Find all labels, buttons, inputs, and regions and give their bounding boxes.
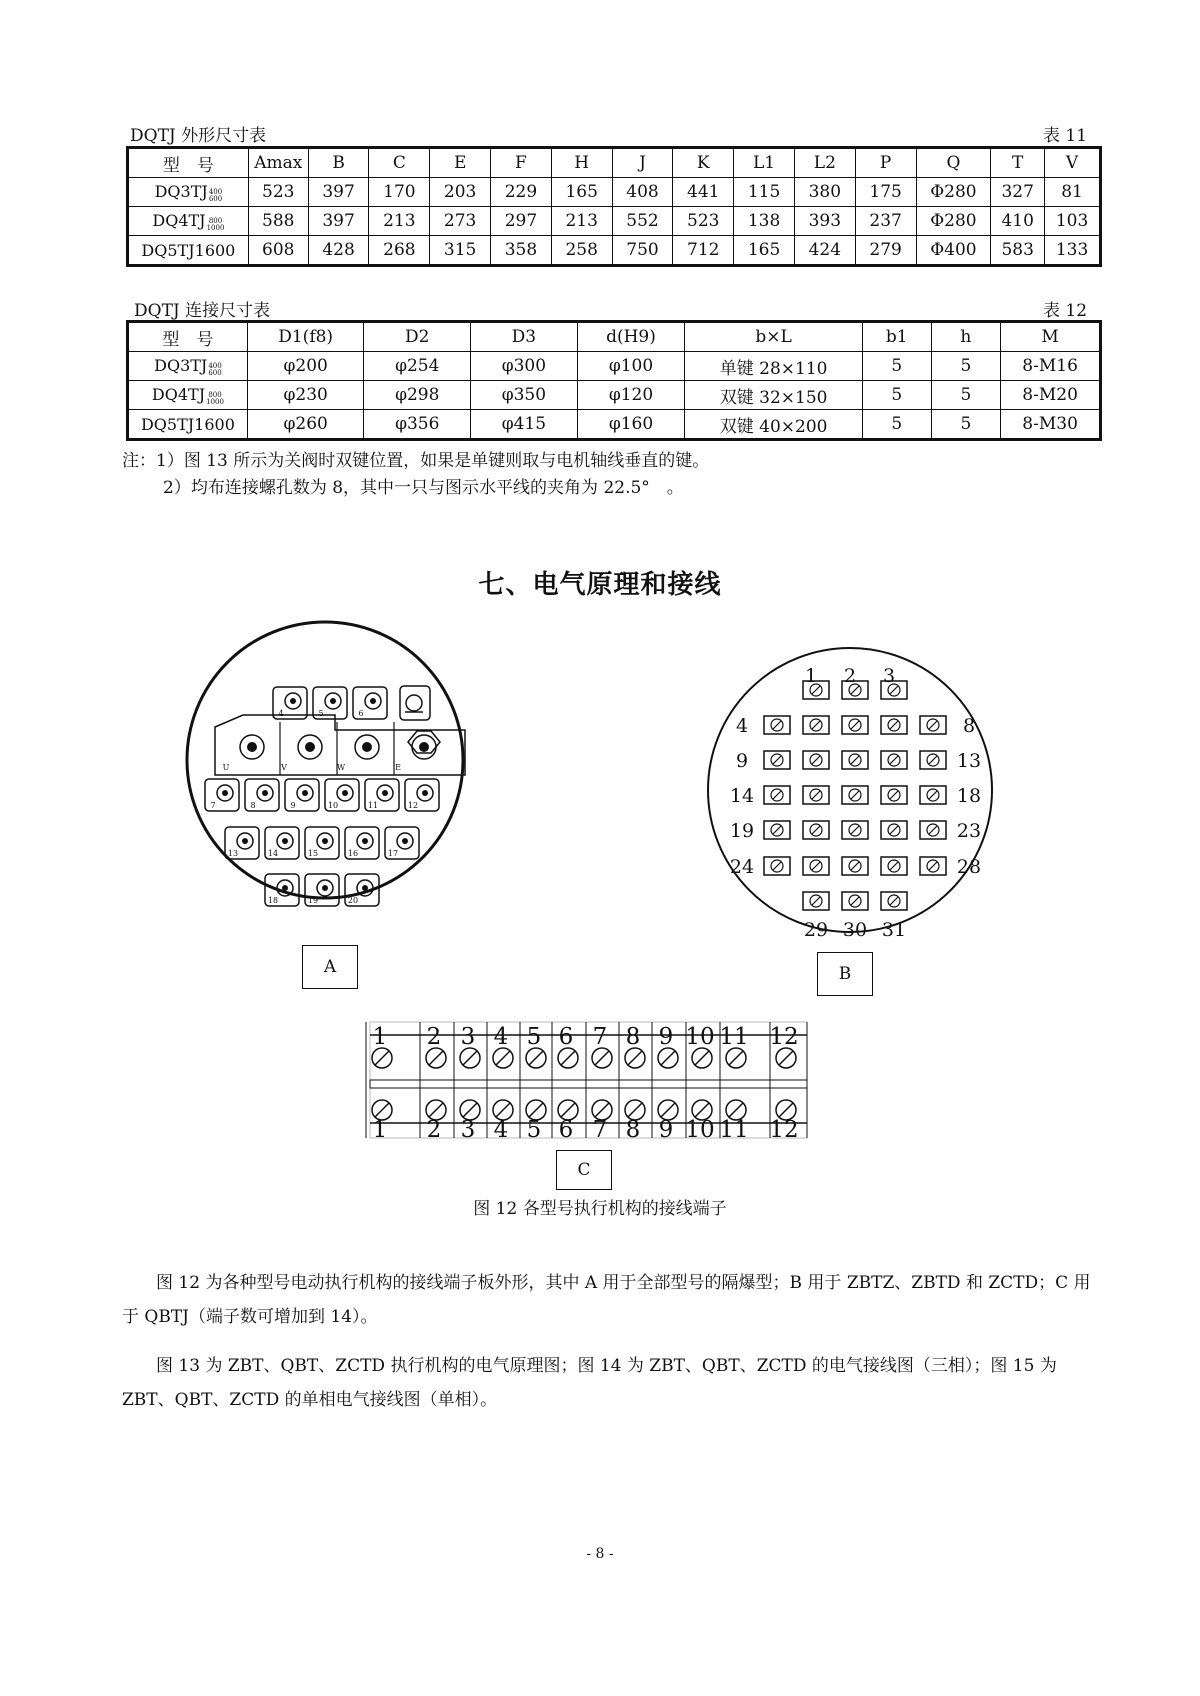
column-header: E [430,148,491,178]
table-cell: 115 [734,178,795,207]
table-cell: φ200 [247,352,364,381]
board-c-label-top: 11 [719,1024,749,1050]
board-c-label-top: 12 [769,1024,799,1050]
power-terminal-center [305,742,315,752]
board-c-screw-bottom-slot [496,1103,510,1117]
table-cell: 170 [369,178,430,207]
board-b-label-left: 24 [729,856,755,878]
table-cell: 5 [862,381,931,410]
board-a-terminal-center [422,790,428,796]
table-cell: 5 [862,352,931,381]
board-b-terminal-slot [890,826,898,834]
table-cell: 393 [794,207,855,236]
board-a-terminal-center [362,838,368,844]
column-header: J [612,148,673,178]
table-cell: φ356 [364,410,471,440]
board-a-terminal-label: 13 [227,849,239,858]
board-c-label-top: 4 [493,1024,509,1050]
model-range-bottom: 1000 [206,397,224,406]
section-heading: 七、电气原理和接线 [478,570,722,600]
board-c-screw-top-slot [429,1051,443,1065]
model-range-top: 800 [208,216,223,225]
board-c-label-top: 10 [685,1024,715,1050]
table-cell: 213 [369,207,430,236]
table-cell: 103 [1045,207,1101,236]
table-cell: 双键 40×200 [685,410,863,440]
board-b-label-bottom: 30 [842,919,868,941]
power-terminal-label: W [336,763,346,772]
board-a-terminal-center [322,885,328,891]
board-b-label-top: 1 [804,665,818,687]
board-a-terminal-label: 19 [307,896,319,905]
board-c-screw-top-slot [595,1051,609,1065]
board-c-label-top: 7 [592,1024,608,1050]
table-cell: φ350 [471,381,578,410]
board-a-terminal-label: 14 [267,849,279,858]
board-c-label-bottom: 4 [493,1117,509,1143]
column-header: T [991,148,1045,178]
board-c-label-top: 5 [526,1024,542,1050]
model-name: DQ4TJ [151,384,206,404]
board-b-terminal-slot [929,721,937,729]
table-cell: 133 [1045,236,1101,266]
board-a-terminal-center [342,790,348,796]
board-a-terminal-center [282,885,288,891]
column-header: D3 [471,322,578,352]
note-1: 注：1）图 13 所示为关阀时双键位置，如果是单键则取与电机轴线垂直的键。 [122,451,710,471]
table-cell: φ260 [247,410,364,440]
table-cell: 297 [491,207,552,236]
power-terminal-center [419,742,429,752]
table-cell: 5 [931,352,1001,381]
column-header: C [369,148,430,178]
board-c-label-top: 8 [625,1024,641,1050]
table-cell: 81 [1045,178,1101,207]
board-b-terminal-slot [773,862,781,870]
board-b-terminal-slot [851,756,859,764]
table-cell: 397 [308,178,369,207]
table-cell: φ100 [577,352,685,381]
board-b-terminal-slot [929,826,937,834]
table-cell: 138 [734,207,795,236]
table12-number: 表 12 [1043,301,1088,321]
board-c-label-bottom: 7 [592,1117,608,1143]
board-a-terminal-label: 7 [210,801,216,810]
table-cell: 5 [931,410,1001,440]
board-c-screw-bottom-slot [375,1103,389,1117]
table-cell: 213 [551,207,612,236]
board-b-label-bottom: 31 [881,919,907,941]
column-header: b×L [685,322,863,352]
board-b-terminal-slot [812,721,820,729]
board-c-screw-top-slot [496,1051,510,1065]
board-c-label-top: 3 [460,1024,476,1050]
board-a-terminal-center [290,698,296,704]
board-c-label-bottom: 12 [769,1117,799,1143]
page-number: - 8 - [586,1546,614,1562]
table-cell: 165 [551,178,612,207]
board-c-label-bottom: 1 [372,1117,388,1143]
board-a-terminal-label: 18 [267,896,279,905]
table-cell: 5 [862,410,931,440]
table-cell: 588 [248,207,308,236]
board-b-label-right: 28 [956,856,982,878]
board-b-terminal-slot [812,686,820,694]
table-cell: Φ280 [916,207,991,236]
board-a-terminal-label: 5 [318,709,324,718]
board-b-label-left: 14 [729,785,755,807]
power-terminal-center [362,742,372,752]
paragraph-2: 图 13 为 ZBT、QBT、ZCTD 执行机构的电气原理图；图 14 为 ZBT、QBT、ZCTD 的电气接线图（三相）；图 15 为 ZBT、QBT、ZCTD 的单相电气接线图（单相）。 [122,1356,1057,1410]
note-2: 2）均布连接螺孔数为 8，其中一只与图示水平线的夹角为 22.5° 。 [163,478,684,498]
board-c-screw-bottom-slot [779,1103,793,1117]
table-cell: φ298 [364,381,471,410]
table-cell: 8-M20 [1001,381,1101,410]
board-a-terminal-label: 20 [347,896,359,905]
board-b-terminal-slot [929,862,937,870]
board-a-terminal-center [222,790,228,796]
board-b-terminal-slot [890,686,898,694]
board-b-terminal-slot [812,897,820,905]
board-b-terminal-slot [929,756,937,764]
board-a-terminal-label: 17 [387,849,399,858]
table-cell: 双键 32×150 [685,381,863,410]
column-header: F [491,148,552,178]
table-cell: 441 [673,178,734,207]
table-cell: 608 [248,236,308,266]
board-c-screw-bottom-slot [429,1103,443,1117]
board-b-label-right: 13 [956,750,982,772]
column-header: 型 号 [128,322,248,352]
table-cell: 5 [931,381,1001,410]
column-header: K [673,148,734,178]
board-a-terminal-center [370,698,376,704]
table-cell: φ415 [471,410,578,440]
board-a-terminal-label: 10 [327,801,339,810]
table-cell: 8-M30 [1001,410,1101,440]
board-c-screw-top-slot [375,1051,389,1065]
board-c-label-bottom: 3 [460,1117,476,1143]
model-name: DQ5TJ1600 [141,240,236,260]
board-a-terminal-center [302,790,308,796]
board-b-terminal-slot [890,756,898,764]
board-c-screw-bottom-slot [661,1103,675,1117]
board-b-terminal-slot [890,791,898,799]
table-cell: 552 [612,207,673,236]
board-c-label-top: 1 [372,1024,388,1050]
column-header: 型 号 [128,148,249,178]
column-header: b1 [862,322,931,352]
table-cell: 380 [794,178,855,207]
table-cell: φ230 [247,381,364,410]
board-a-terminal-center [330,698,336,704]
board-b-label-left: 19 [729,820,755,842]
model-range-top: 400 [208,187,223,196]
table-cell: φ254 [364,352,471,381]
table-cell: 229 [491,178,552,207]
board-c-screw-bottom-slot [695,1103,709,1117]
table-cell: 428 [308,236,369,266]
label-a: A [302,945,358,989]
board-b-terminal-slot [851,897,859,905]
board-c-screw-bottom-slot [529,1103,543,1117]
power-terminal-center [247,742,257,752]
board-b-terminal-slot [890,862,898,870]
board-c-label-top: 2 [426,1024,442,1050]
column-header: Q [916,148,991,178]
table-cell: 327 [991,178,1045,207]
board-c-screw-bottom-slot [463,1103,477,1117]
table-cell: Φ280 [916,178,991,207]
column-header: P [855,148,916,178]
board-c-label-bottom: 11 [719,1117,749,1143]
table-cell: 424 [794,236,855,266]
board-c-label-bottom: 2 [426,1117,442,1143]
column-header: d(H9) [577,322,685,352]
model-name: DQ5TJ1600 [140,414,235,434]
figure-caption: 图 12 各型号执行机构的接线端子 [473,1199,727,1219]
earth-box [400,686,430,720]
board-c-label-bottom: 10 [685,1117,715,1143]
table-cell: 单键 28×110 [685,352,863,381]
board-b-terminal-slot [851,686,859,694]
board-a-terminal-label: 8 [250,801,256,810]
board-b-terminal-slot [812,862,820,870]
board-b-terminal-slot [773,826,781,834]
board-c-label-bottom: 9 [658,1117,674,1143]
column-header: h [931,322,1001,352]
paragraph-1: 图 12 为各种型号电动执行机构的接线端子板外形，其中 A 用于全部型号的隔爆型；B 用于 ZBTZ、ZBTD 和 ZCTD；C 用于 QBTJ（端子数可增加到 14）。 [122,1273,1091,1327]
board-a-terminal-center [262,790,268,796]
table-cell: 358 [491,236,552,266]
board-c-screw-top-slot [561,1051,575,1065]
table-cell: 175 [855,178,916,207]
board-b-terminal-slot [929,791,937,799]
board-b-terminal-slot [851,791,859,799]
board-a-terminal-label: 12 [407,801,419,810]
board-a-terminal-label: 4 [278,709,284,718]
model-name: DQ4TJ [152,210,206,230]
board-a-terminal-label: 16 [347,849,359,858]
column-header: L2 [794,148,855,178]
board-a-terminal-label: 9 [290,801,296,810]
board-a-terminal-center [282,838,288,844]
earth-icon [406,695,422,711]
table11-number: 表 11 [1043,126,1088,146]
board-b-label-right: 18 [956,785,982,807]
board-b-label-right: 8 [962,715,976,737]
column-header: L1 [734,148,795,178]
table-cell: 583 [991,236,1045,266]
board-b-label-bottom: 29 [803,919,829,941]
board-c-label-bottom: 8 [625,1117,641,1143]
board-c-screw-top-slot [729,1051,743,1065]
board-a-terminal-label: 11 [367,801,379,810]
power-terminal-label: U [222,763,230,772]
board-b-terminal-slot [851,721,859,729]
column-header: V [1045,148,1101,178]
board-c-screw-bottom-slot [628,1103,642,1117]
table-cell: Φ400 [916,236,991,266]
column-header: M [1001,322,1101,352]
board-b-terminal-slot [812,791,820,799]
column-header: Amax [248,148,308,178]
table-cell: 273 [430,207,491,236]
board-c-screw-top-slot [529,1051,543,1065]
column-header: H [551,148,612,178]
model-range-top: 400 [208,361,222,370]
table-cell: 237 [855,207,916,236]
table12-title: DQTJ 连接尺寸表 [134,301,271,321]
table-cell: 750 [612,236,673,266]
table-cell: φ300 [471,352,578,381]
board-c-screw-bottom-slot [595,1103,609,1117]
board-a-terminal-center [322,838,328,844]
table-cell: 397 [308,207,369,236]
table-cell: 268 [369,236,430,266]
model-range-bottom: 1000 [206,223,225,232]
column-header: D1(f8) [247,322,364,352]
model-range-top: 800 [208,390,222,399]
table11-title: DQTJ 外形尺寸表 [130,126,267,146]
board-b-terminal-slot [812,826,820,834]
table-cell: 523 [248,178,308,207]
table-cell: 203 [430,178,491,207]
board-c-label-top: 9 [658,1024,674,1050]
model-range-bottom: 600 [208,368,222,377]
model-name: DQ3TJ [154,181,208,201]
board-a-terminal-center [382,790,388,796]
label-b: B [817,952,873,996]
model-name: DQ3TJ [154,355,208,375]
column-header: B [308,148,369,178]
board-b-label-top: 3 [882,665,896,687]
table-cell: 408 [612,178,673,207]
column-header: D2 [364,322,471,352]
table-cell: φ120 [577,381,685,410]
board-c-screw-top-slot [463,1051,477,1065]
table-cell: 258 [551,236,612,266]
table-cell: 712 [673,236,734,266]
board-c-screw-top-slot [695,1051,709,1065]
board-b-label-top: 2 [843,665,857,687]
board-c-rail [370,1080,807,1088]
table-cell: 8-M16 [1001,352,1101,381]
board-b-label-left: 4 [735,715,749,737]
label-c: C [556,1150,612,1190]
board-c-screw-bottom-slot [729,1103,743,1117]
board-b-label-right: 23 [956,820,982,842]
board-a-terminal-center [402,838,408,844]
board-b-terminal-slot [812,756,820,764]
board-b-terminal-slot [773,721,781,729]
board-a-terminal-center [362,885,368,891]
table-cell: φ160 [577,410,685,440]
table-cell: 523 [673,207,734,236]
table-cell: 165 [734,236,795,266]
table-cell: 279 [855,236,916,266]
board-b-terminal-slot [890,897,898,905]
power-terminal-label: V [281,763,287,772]
board-c-label-bottom: 5 [526,1117,542,1143]
board-c-label-top: 6 [558,1024,574,1050]
board-a-terminal-center [242,838,248,844]
board-b-label-left: 9 [735,750,749,772]
board-a-terminal-label: 15 [307,849,319,858]
board-c-screw-bottom-slot [561,1103,575,1117]
power-terminal-label: E [395,763,401,772]
board-b-terminal-slot [890,721,898,729]
model-range-bottom: 600 [208,194,223,203]
board-c-label-bottom: 6 [558,1117,574,1143]
board-c-screw-top-slot [661,1051,675,1065]
board-b-terminal-slot [851,862,859,870]
table-cell: 410 [991,207,1045,236]
board-b-terminal-slot [773,756,781,764]
board-a-terminal-label: 6 [358,709,364,718]
board-b-terminal-slot [851,826,859,834]
board-b-terminal-slot [773,791,781,799]
board-c-screw-top-slot [779,1051,793,1065]
board-c-screw-top-slot [628,1051,642,1065]
table-cell: 315 [430,236,491,266]
